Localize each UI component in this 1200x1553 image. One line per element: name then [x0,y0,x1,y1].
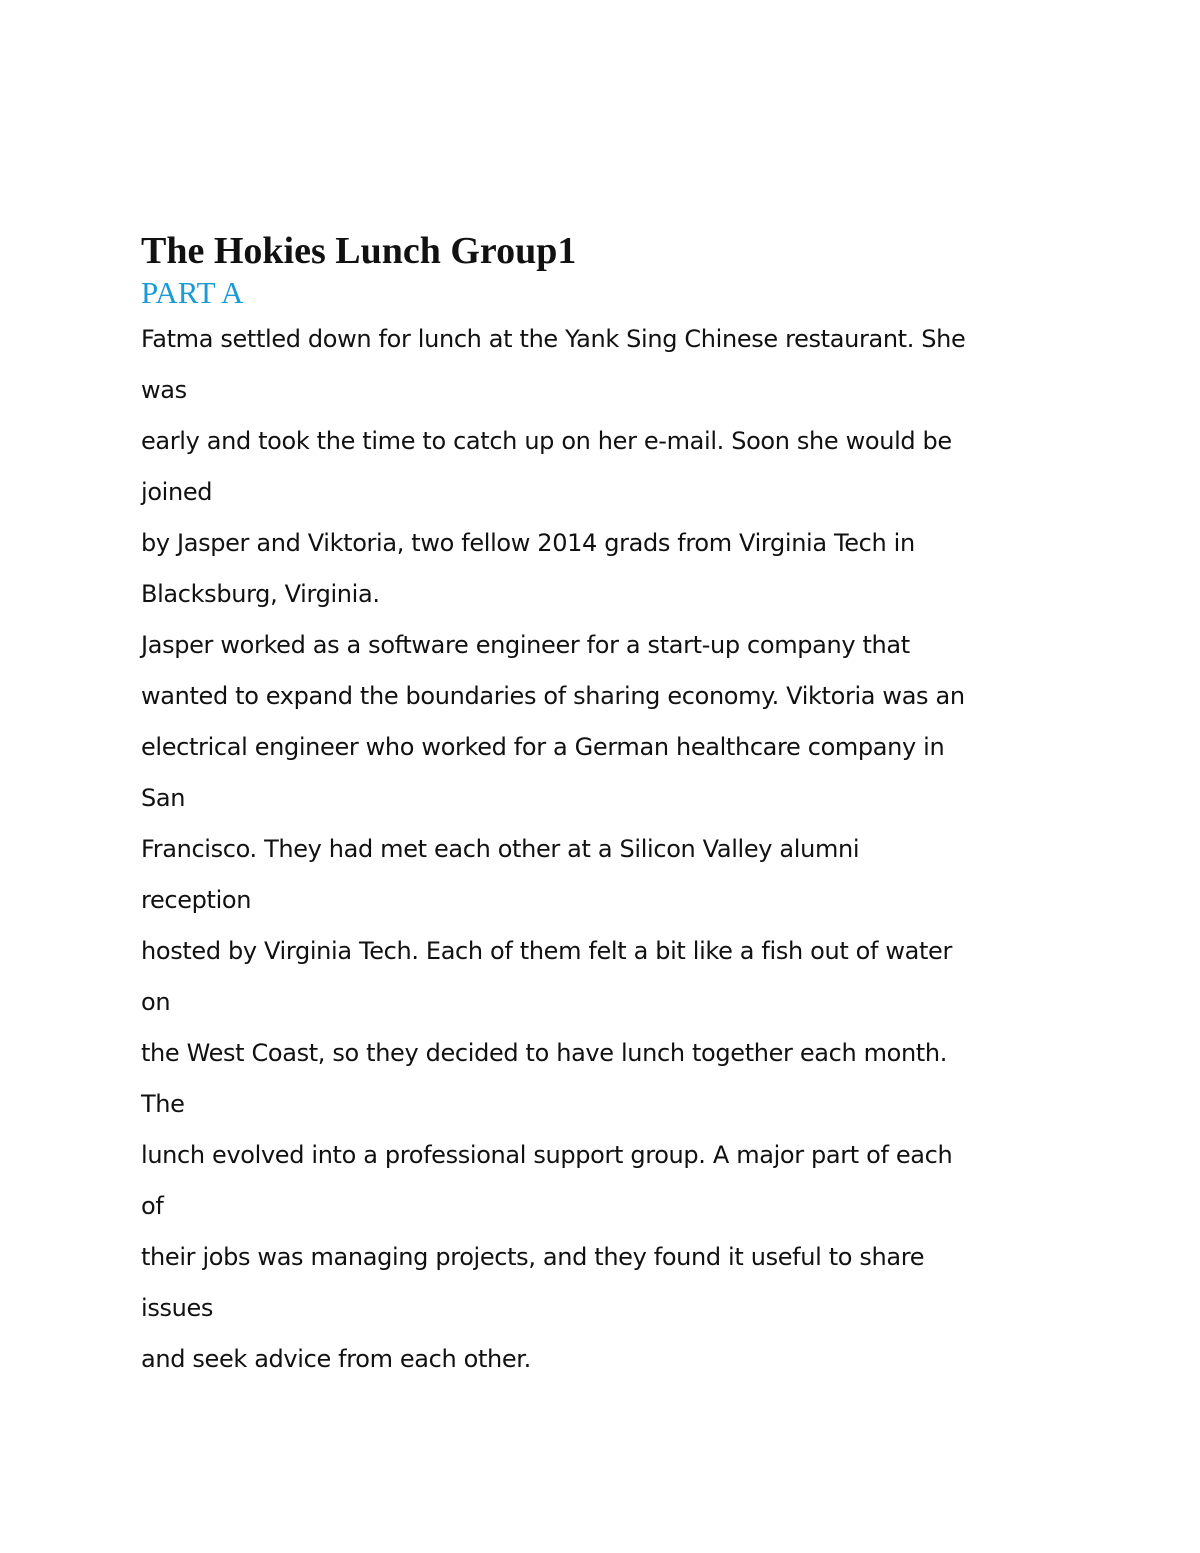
text-line: early and took the time to catch up on her e-mail. Soon she would be [141,427,952,455]
text-line: Fatma settled down for lunch at the Yank Sing Chinese restaurant. She [141,325,966,353]
text-line: electrical engineer who worked for a German healthcare company in [141,733,945,761]
text-line: issues [141,1294,214,1322]
text-line: was [141,376,187,404]
text-line: The [141,1090,185,1118]
text-line: Jasper worked as a software engineer for a start-up company that [141,631,910,659]
text-line: joined [141,478,213,506]
body-text [141,317,1101,1388]
text-line: lunch evolved into a professional support group. A major part of each [141,1141,953,1169]
text-line: Blacksburg, Virginia. [141,580,380,608]
text-line: and seek advice from each other. [141,1345,531,1373]
text-line: the West Coast, so they decided to have lunch together each month. [141,1039,948,1067]
text-line: Francisco. They had met each other at a Silicon Valley alumni [141,835,860,863]
section-heading-part-a: PART A [141,275,244,310]
text-line: of [141,1192,164,1220]
text-line: hosted by Virginia Tech. Each of them felt a bit like a fish out of water [141,937,952,965]
text-line: San [141,784,186,812]
document-title: The Hokies Lunch Group1 [141,230,577,272]
text-line: their jobs was managing projects, and they found it useful to share [141,1243,925,1271]
text-line: by Jasper and Viktoria, two fellow 2014 grads from Virginia Tech in [141,529,915,557]
text-line: on [141,988,171,1016]
text-line: wanted to expand the boundaries of sharing economy. Viktoria was an [141,682,965,710]
text-line: reception [141,886,252,914]
